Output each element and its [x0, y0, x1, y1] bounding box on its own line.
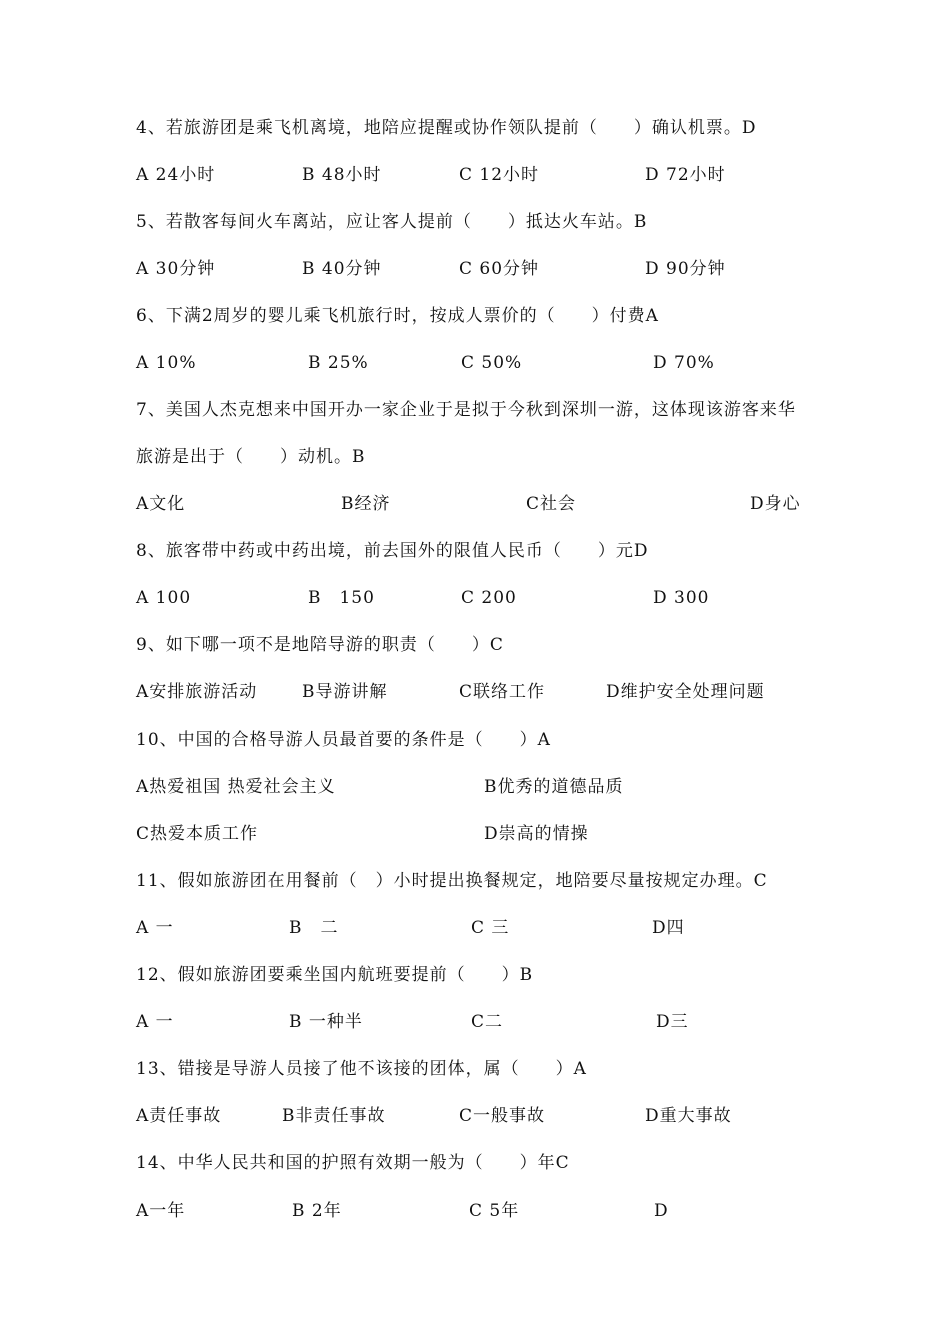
option-a: A 10%: [136, 353, 197, 373]
option-d: D三: [656, 1012, 689, 1032]
option-a: A责任事故: [136, 1106, 222, 1126]
question-4: 4、若旅游团是乘飞机离境，地陪应提醒或协作领队提前（ ）确认机票。D: [136, 118, 757, 138]
question-11: 11、假如旅游团在用餐前（ ）小时提出换餐规定，地陪要尽量按规定办理。C: [136, 871, 768, 891]
option-a: A 一: [136, 1012, 174, 1032]
option-d: D四: [652, 918, 685, 938]
option-d: D维护安全处理问题: [606, 682, 765, 702]
option-a: A热爱祖国 热爱社会主义: [136, 777, 336, 797]
option-c: C社会: [526, 494, 577, 514]
option-b: B 40分钟: [302, 259, 382, 279]
question-8: 8、旅客带中药或中药出境，前去国外的限值人民币（ ）元D: [136, 541, 649, 561]
option-b: B 48小时: [302, 165, 382, 185]
option-b: B非责任事故: [282, 1106, 386, 1126]
option-a: A 24小时: [136, 165, 216, 185]
option-a: A安排旅游活动: [136, 682, 258, 702]
option-b: B 25%: [308, 353, 369, 373]
option-a: A一年: [136, 1201, 186, 1221]
option-b: B优秀的道德品质: [484, 777, 624, 797]
option-d: D重大事故: [645, 1106, 732, 1126]
question-5: 5、若散客每间火车离站，应让客人提前（ ）抵达火车站。B: [136, 212, 648, 232]
option-c: C二: [471, 1012, 504, 1032]
option-b: B 一种半: [289, 1012, 363, 1032]
question-12: 12、假如旅游团要乘坐国内航班要提前（ ）B: [136, 965, 534, 985]
option-d: D 90分钟: [645, 259, 726, 279]
option-d: D 70%: [653, 353, 715, 373]
question-13: 13、错接是导游人员接了他不该接的团体，属（ ）A: [136, 1059, 587, 1079]
option-d: D 300: [653, 588, 710, 608]
question-7: 7、美国人杰克想来中国开办一家企业于是拟于今秋到深圳一游，这体现该游客来华: [136, 400, 796, 420]
question-14: 14、中华人民共和国的护照有效期一般为（ ）年C: [136, 1153, 570, 1173]
option-c: C 50%: [461, 353, 523, 373]
option-c: C 60分钟: [459, 259, 540, 279]
option-c: C联络工作: [459, 682, 546, 702]
option-c: C 12小时: [459, 165, 540, 185]
option-c: C 三: [471, 918, 510, 938]
option-b: B 2年: [292, 1201, 342, 1221]
option-d: D身心: [750, 494, 801, 514]
question-7-continued: 旅游是出于（ ）动机。B: [136, 447, 366, 467]
option-b: B 二: [289, 918, 339, 938]
option-a: A 100: [136, 588, 192, 608]
question-6: 6、下满2周岁的婴儿乘飞机旅行时，按成人票价的（ ）付费A: [136, 306, 659, 326]
option-c: C热爱本质工作: [136, 824, 259, 844]
option-b: B 150: [308, 588, 375, 608]
option-d: D崇高的情操: [484, 824, 589, 844]
question-9: 9、如下哪一项不是地陪导游的职责（ ）C: [136, 635, 504, 655]
question-10: 10、中国的合格导游人员最首要的条件是（ ）A: [136, 730, 551, 750]
option-b: B导游讲解: [302, 682, 388, 702]
option-c: C 200: [461, 588, 517, 608]
option-b: B经济: [341, 494, 391, 514]
option-d: D 72小时: [645, 165, 726, 185]
option-c: C 5年: [469, 1201, 520, 1221]
option-a: A文化: [136, 494, 186, 514]
option-a: A 一: [136, 918, 174, 938]
option-a: A 30分钟: [136, 259, 216, 279]
option-d: D: [654, 1201, 669, 1221]
option-c: C一般事故: [459, 1106, 546, 1126]
